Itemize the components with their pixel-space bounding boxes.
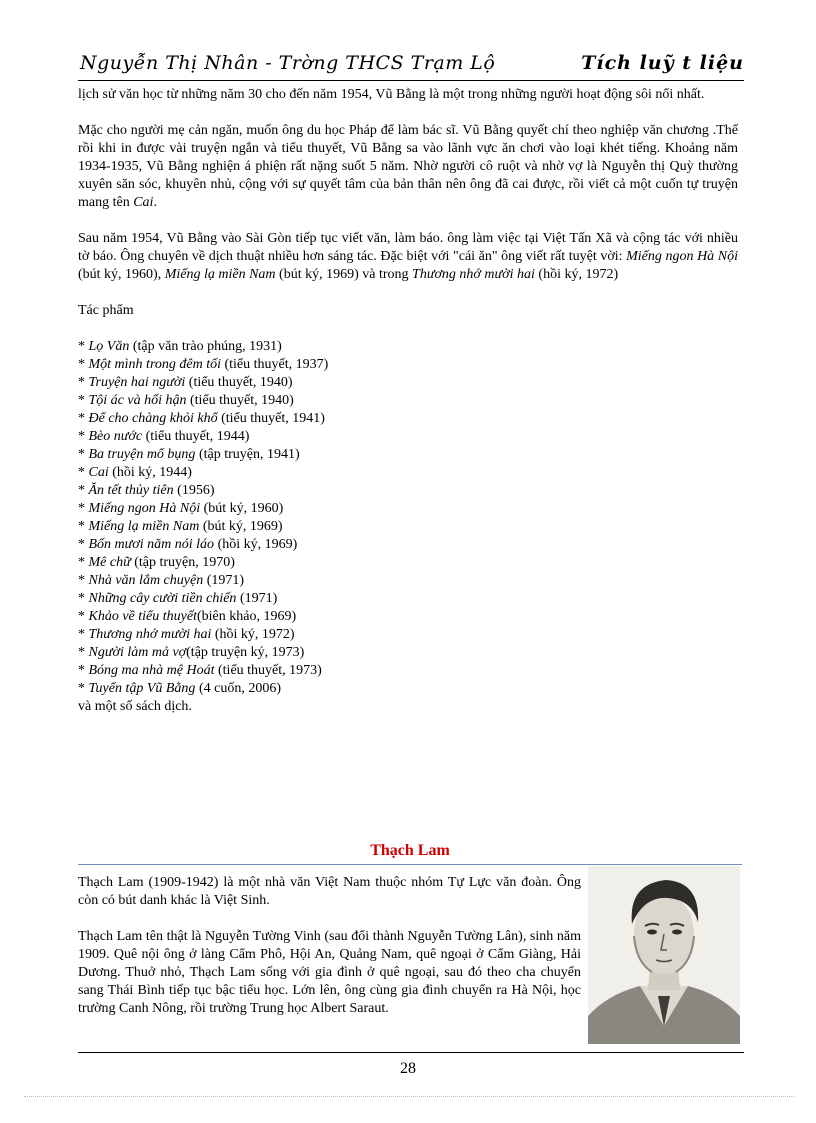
work-title: Miếng ngon Hà Nội (626, 249, 739, 264)
paragraph-career: Mặc cho người mẹ cản ngăn, muốn ông du học Pháp để làm bác sĩ. Vũ Bằng quyết chí theo nghiệp văn chương .Thế rồi khi in được vài truyện ngắn và tiểu thuyết, Vũ Bằng sa vào lãnh vực ăn chơi vào loại khét tiếng. Khoảng năm 1934-1935, Vũ Bằng nghiện á phiện rất nặng suốt 5 năm. Nhờ người cô ruột và nhờ vợ là Nguyễn thị Quỳ thường xuyên săn sóc, khuyên nhủ, cộng với sự quyết tâm của bản thân nên ông đã cai được, rồi viết cả một cuốn tự truyện mang tên Cai. (78, 123, 738, 210)
list-item: * Nhà văn lắm chuyện (1971) (78, 573, 245, 588)
list-item: * Bóng ma nhà mệ Hoát (tiểu thuyết, 1973) (78, 663, 322, 678)
list-item: * Ba truyện mổ bụng (tập truyện, 1941) (78, 447, 300, 462)
list-item: * Tuyển tập Vũ Bằng (4 cuốn, 2006) (78, 681, 281, 696)
list-item: * Ăn tết thủy tiên (1956) (78, 483, 215, 498)
paragraph-after-1954: Sau năm 1954, Vũ Bằng vào Sài Gòn tiếp tục viết văn, làm báo. ông làm việc tại Việt Tấn Xã và cộng tác với nhiều tờ báo. Ông chuyên về dịch thuật nhiều hơn sáng tác. Đặc biệt với "cái ăn" ông viết rất tuyệt vời: Miếng ngon Hà Nội (bút ký, 1960), Miếng lạ miền Nam (bút ký, 1969) và trong Thương nhớ mười hai (hồi ký, 1972) (78, 231, 739, 282)
list-item: * Những cây cười tiền chiến (1971) (78, 591, 278, 606)
page-boundary (24, 1096, 794, 1097)
list-item: * Tội ác và hối hận (tiểu thuyết, 1940) (78, 393, 294, 408)
list-item: * Để cho chàng khỏi khổ (tiểu thuyết, 1941) (78, 411, 325, 426)
works-tail: và một số sách dịch. (78, 699, 192, 714)
footer-divider (78, 1052, 744, 1053)
list-item: * Miếng lạ miền Nam (bút ký, 1969) (78, 519, 283, 534)
page-header (78, 50, 744, 81)
work-title: Cai (133, 195, 154, 210)
list-item: * Bốn mươi năm nói láo (hồi ký, 1969) (78, 537, 298, 552)
header-title: Tích luỹ t liệu (581, 52, 744, 74)
list-item: * Mê chữ (tập truyện, 1970) (78, 555, 235, 570)
bio-paragraph-1: Thạch Lam (1909-1942) là một nhà văn Việt Nam thuộc nhóm Tự Lực văn đoàn. Ông còn có bút danh khác là Việt Sinh. (78, 875, 581, 908)
works-list (78, 338, 738, 698)
work-title: Miếng lạ miền Nam (164, 267, 276, 282)
list-item: * Một mình trong đêm tối (tiểu thuyết, 1937) (78, 357, 329, 372)
list-item: * Bèo nước (tiểu thuyết, 1944) (78, 429, 250, 444)
list-item: * Truyện hai người (tiểu thuyết, 1940) (78, 375, 293, 390)
bio-paragraph-2: Thạch Lam tên thật là Nguyễn Tường Vinh (sau đổi thành Nguyễn Tường Lân), sinh năm 1909. Quê nội ông ở làng Cẩm Phô, Hội An, Quảng Nam, quê ngoại ở Cẩm Giàng, Hải Dương. Thuở nhỏ, Thạch Lam sống với gia đình ở quê ngoại, sau đó theo cha chuyển sang Thái Bình tiếp tục bậc tiểu học. Lớn lên, ông cùng gia đình chuyển ra Hà Nội, học trường Canh Nông, rồi trường Trung học Albert Saraut. (78, 929, 581, 1016)
list-item: * Cai (hồi ký, 1944) (78, 465, 192, 480)
list-item: * Lọ Văn (tập văn trào phúng, 1931) (78, 339, 282, 354)
portrait-image (588, 866, 740, 1044)
list-item: * Miếng ngon Hà Nội (bút ký, 1960) (78, 501, 284, 516)
paragraph-intro: lịch sử văn học từ những năm 30 cho đến năm 1954, Vũ Bằng là một trong những người hoạt động sôi nổi nhất. (78, 87, 705, 102)
header-author: Nguyễn Thị Nhân - Trờng THCS Trạm Lộ (80, 52, 496, 74)
portrait-sketch-icon (588, 866, 740, 1044)
work-title: Thương nhớ mười hai (412, 267, 535, 282)
thach-lam-bio (78, 874, 581, 1036)
list-item: * Khảo về tiểu thuyết(biên khảo, 1969) (78, 609, 297, 624)
works-heading: Tác phẩm (78, 303, 134, 318)
list-item: * Thương nhớ mười hai (hồi ký, 1972) (78, 627, 295, 642)
list-item: * Người làm mả vợ(tập truyện ký, 1973) (78, 645, 305, 660)
section-title-thach-lam: Thạch Lam (78, 842, 742, 865)
main-content (78, 86, 738, 716)
page-number: 28 (400, 1060, 416, 1077)
